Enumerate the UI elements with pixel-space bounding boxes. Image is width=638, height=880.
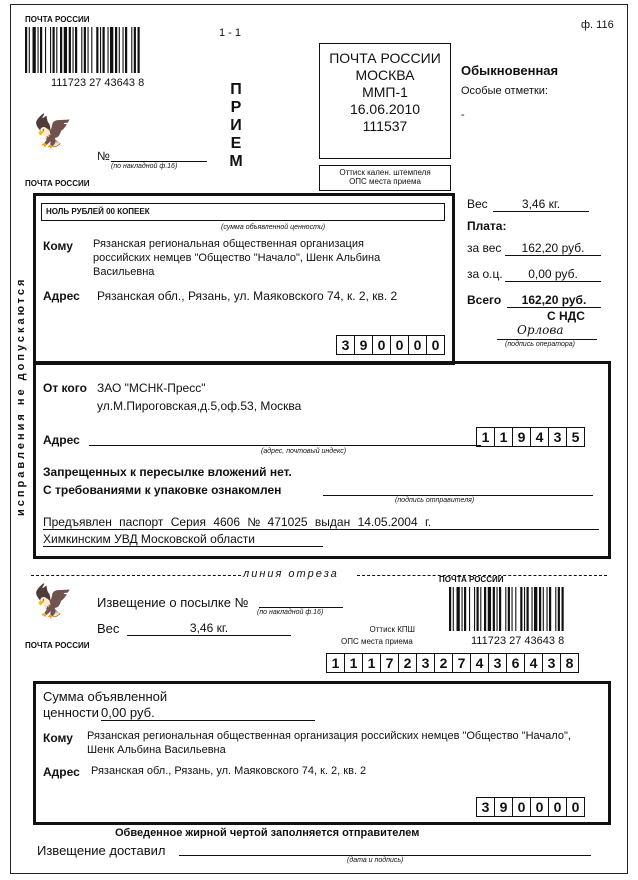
barcode-bar (110, 27, 113, 73)
notice-stamp-caption-1: Оттиск КПШ (369, 625, 415, 634)
barcode-bar (457, 587, 460, 631)
delivered-label: Извещение доставил (37, 843, 166, 858)
stamp-caption (319, 165, 451, 191)
barcode-bar (524, 587, 525, 631)
notice-address-label: Адрес (43, 765, 80, 779)
barcode-bar (508, 587, 510, 631)
barcode-bar (29, 27, 30, 73)
barcode-bar (53, 27, 55, 73)
vat-label: С НДС (547, 309, 585, 323)
barcode-bar (96, 27, 98, 73)
notice-digit-row (327, 653, 579, 673)
za-ves-label: за вес (467, 241, 502, 255)
barcode-bar (534, 587, 537, 631)
barcode-bar (477, 587, 479, 631)
stamp-caption-1: Оттиск кален. штемпеля (339, 168, 431, 177)
side-warning-text: исправления не допускаются (15, 276, 27, 516)
total-label: Всего (467, 293, 502, 307)
barcode-bar (45, 27, 46, 73)
stamp-line: ММП-1 (362, 84, 408, 100)
priem-letter: М (229, 153, 243, 170)
barcode-bottom (449, 587, 599, 631)
notice-value-label-2: ценности (43, 705, 99, 720)
barcode-digit: 8 (560, 653, 579, 673)
calendar-stamp (319, 43, 451, 159)
barcode-digit: 6 (506, 653, 525, 673)
barcode-bar (56, 27, 57, 73)
notice-to-label: Кому (43, 731, 73, 745)
barcode-bar (125, 27, 127, 73)
barcode-digit: 3 (416, 653, 435, 673)
barcode-bar (488, 587, 491, 631)
barcode-digit: 1 (326, 653, 345, 673)
index-digit: 0 (566, 797, 585, 817)
recipient-to-label: Кому (43, 239, 73, 253)
barcode-bar (520, 587, 522, 631)
page-number: 1 - 1 (219, 27, 242, 39)
stamp-line: ПОЧТА РОССИИ (329, 50, 441, 66)
barcode-digit: 1 (344, 653, 363, 673)
parcel-type: Обыкновенная (461, 63, 559, 78)
barcode-bar (88, 27, 89, 73)
index-digit: 9 (512, 427, 531, 447)
passport-issuer: Химкинским УВД Московской области (43, 532, 323, 547)
barcode-bar (462, 587, 463, 631)
sender-address-hint: (адрес, почтовый индекс) (261, 448, 347, 455)
barcode-bar (73, 27, 74, 73)
notice-emblem-label: ПОЧТА РОССИИ (25, 641, 90, 650)
barcode-bar (119, 27, 120, 73)
barcode-bar (123, 27, 124, 73)
barcode-digit: 7 (380, 653, 399, 673)
barcode-bar (532, 587, 533, 631)
barcode-bar (558, 587, 560, 631)
barcode-bar (539, 587, 541, 631)
form-page (10, 4, 628, 874)
index-digit: 0 (372, 335, 391, 355)
barcode-bar (103, 27, 105, 73)
barcode-bar (497, 587, 498, 631)
recipient-address-label: Адрес (43, 289, 80, 303)
sender-from-value: ЗАО "МСНК-Пресс" (97, 381, 206, 395)
barcode-bar (505, 587, 506, 631)
priem-letter: Р (230, 99, 242, 116)
cut-line-left (31, 575, 241, 576)
priem-letter: И (230, 117, 242, 134)
barcode-bar (474, 587, 475, 631)
notice-weight-label: Вес (97, 621, 120, 636)
index-digit: 0 (426, 335, 445, 355)
declared-value-hint: (сумма объявленной ценности) (221, 224, 326, 231)
total-value: 162,20 руб. (507, 293, 601, 308)
barcode-bar (131, 27, 132, 73)
recipient-to-value: Рязанская региональная общественная организация российских немцев "Общество "Начало", Шенк Альбина Васильевна (93, 238, 381, 278)
delivered-hint: (дата и подпись) (347, 857, 404, 864)
barcode-bar (543, 587, 544, 631)
barcode-digit: 4 (470, 653, 489, 673)
za-oc-label: за о.ц. (467, 267, 503, 281)
stamp-caption-2: ОПС места приема (349, 177, 421, 186)
barcode-bar (25, 27, 27, 73)
notice-address-value: Рязанская обл., Рязань, ул. Маяковского 74, к. 2, кв. 2 (91, 765, 367, 777)
priem-label (227, 81, 245, 171)
eagle-emblem-icon: 🦅 (33, 113, 73, 149)
barcode-bar (464, 587, 466, 631)
sender-index (477, 427, 585, 447)
barcode-bar (453, 587, 454, 631)
barcode-bar (69, 27, 71, 73)
packaging-text: С требованиями к упаковке ознакомлен (43, 483, 282, 497)
barcode-digit: 3 (542, 653, 561, 673)
special-marks-value: - (461, 109, 465, 121)
notice-value-amount: 0,00 руб. (101, 705, 315, 721)
notice-stamp-caption-2: ОПС места приема (341, 637, 413, 646)
barcode-bar (480, 587, 481, 631)
barcode-digit: 4 (524, 653, 543, 673)
stamp-line: 111537 (362, 118, 408, 134)
barcode-bar (547, 587, 548, 631)
barcode-bar (75, 27, 77, 73)
sender-sign-hint: (подпись отправителя) (395, 497, 475, 504)
operator-signature: Орлова (517, 323, 564, 337)
barcode-bar (138, 27, 140, 73)
barcode-bar (64, 27, 67, 73)
recipient-address-value: Рязанская обл., Рязань, ул. Маяковского 74, к. 2, кв. 2 (97, 289, 398, 303)
emblem-label: ПОЧТА РОССИИ (25, 179, 90, 188)
nakladnaya-line (111, 161, 207, 162)
footer-bold-note: Обведенное жирной чертой заполняется отправителем (115, 827, 420, 839)
barcode-bar (549, 587, 551, 631)
operator-sign-line (497, 339, 597, 340)
barcode-bar (50, 27, 51, 73)
payment-label: Плата: (467, 219, 507, 233)
delivered-line (179, 855, 591, 856)
no-prohibited-text: Запрещенных к пересылке вложений нет. (43, 465, 292, 479)
barcode-digit: 3 (488, 653, 507, 673)
index-digit: 3 (336, 335, 355, 355)
barcode-bar (134, 27, 136, 73)
index-digit: 3 (548, 427, 567, 447)
za-ves-value: 162,20 руб. (505, 241, 601, 256)
notice-to-value: Рязанская региональная общественная организация российских немцев "Общество "Начало", Шенк Альбина Васильевна (87, 730, 571, 756)
index-digit: 1 (494, 427, 513, 447)
notice-weight-value: 3,46 кг. (127, 621, 291, 636)
barcode-digit: 1 (362, 653, 381, 673)
weight-value: 3,46 кг. (493, 197, 589, 212)
barcode-bar (527, 587, 529, 631)
barcode-bar (512, 587, 513, 631)
sender-from-value-2: ул.М.Пироговская,д.5,оф.53, Москва (97, 399, 302, 413)
notice-title: Извещение о посылке № (97, 595, 249, 610)
form-code: ф. 116 (581, 19, 614, 31)
barcode-bar (100, 27, 101, 73)
index-digit: 0 (512, 797, 531, 817)
nakladnaya-no-label: № (97, 149, 110, 163)
index-digit: 0 (530, 797, 549, 817)
index-digit: 0 (408, 335, 427, 355)
recipient-index (337, 335, 445, 355)
index-digit: 9 (354, 335, 373, 355)
special-marks-label: Особые отметки: (461, 85, 548, 97)
index-digit: 3 (476, 797, 495, 817)
barcode-digit: 7 (452, 653, 471, 673)
notice-nakladnaya-hint: (по накладной ф.16) (257, 609, 324, 616)
sender-address-label: Адрес (43, 433, 80, 447)
operator-hint: (подпись оператора) (505, 341, 576, 348)
priem-letter: Е (230, 135, 242, 152)
notice-index (477, 797, 585, 817)
weight-label: Вес (467, 197, 488, 211)
barcode-bar (515, 587, 516, 631)
brand-label: ПОЧТА РОССИИ (25, 15, 90, 24)
notice-no-line (259, 607, 343, 608)
index-digit: 4 (530, 427, 549, 447)
barcode-bar (449, 587, 451, 631)
notice-eagle-icon: 🦅 (33, 583, 73, 619)
index-digit: 1 (476, 427, 495, 447)
stamp-line: МОСКВА (355, 67, 415, 83)
barcode-bar (60, 27, 62, 73)
barcode-bar (555, 587, 556, 631)
declared-value-field[interactable]: НОЛЬ РУБЛЕЙ 00 КОПЕЕК (41, 203, 445, 221)
barcode-top (25, 27, 175, 73)
barcode-bar (91, 27, 92, 73)
sender-from-label: От кого (43, 381, 87, 395)
barcode-bar (115, 27, 117, 73)
barcode-bar (562, 587, 564, 631)
barcode-bar (469, 587, 470, 631)
barcode-bar (33, 27, 36, 73)
cut-line-label: линия отреза (243, 568, 339, 580)
stamp-line: 16.06.2010 (349, 101, 421, 117)
barcode-bar (499, 587, 501, 631)
barcode-bar (38, 27, 39, 73)
sender-sign-line (323, 495, 593, 496)
index-digit: 0 (548, 797, 567, 817)
notice-brand-label: ПОЧТА РОССИИ (439, 575, 504, 584)
barcode-bar (484, 587, 486, 631)
barcode-bar (493, 587, 495, 631)
nakladnaya-hint: (по накладной ф.16) (111, 163, 178, 170)
passport-line: Предъявлен паспорт Серия 4606 № 471025 выдан 14.05.2004 г. (43, 515, 599, 530)
sender-address-line (89, 445, 481, 446)
barcode-bar (81, 27, 82, 73)
barcode-bar (108, 27, 109, 73)
notice-value-label-1: Сумма объявленной (43, 689, 168, 704)
index-digit: 5 (566, 427, 585, 447)
barcode-digit: 2 (434, 653, 453, 673)
za-oc-value: 0,00 руб. (505, 267, 601, 282)
index-digit: 0 (390, 335, 409, 355)
priem-letter: П (230, 81, 242, 98)
barcode-digit: 2 (398, 653, 417, 673)
index-digit: 9 (494, 797, 513, 817)
barcode-bar (84, 27, 86, 73)
barcode-number: 111723 27 43643 8 (51, 77, 145, 89)
barcode-bar (40, 27, 42, 73)
notice-barcode-number: 111723 27 43643 8 (471, 635, 565, 647)
